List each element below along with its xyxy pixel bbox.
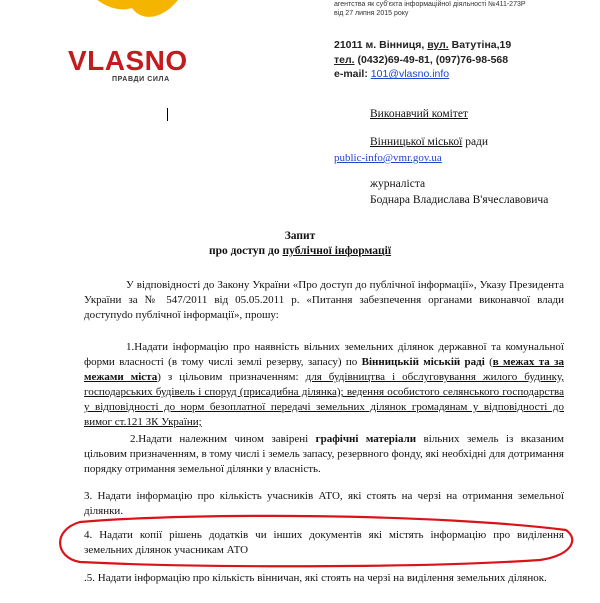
request-item-5: .5. Надати інформацію про кількість вінничан, які стоять на черзі на виділення земельних ділянок.	[84, 572, 547, 584]
document-title: Запит	[284, 230, 316, 242]
email-line: e-mail: 101@vlasno.info	[334, 68, 450, 80]
contact-block	[334, 38, 511, 82]
request-item-1: 1.Надати інформацію про наявність вільних земельних ділянок державної та комунальної форми власності (в тому числі землі резерву, запасу) по Вінницькій міській раді (в межах та за межами міста) з цільовим призначенням: для будівництва і обслуговування жилого будинку, господарських будівель і споруд (присадибна ділянка); ведення особистого селянського господарства у відповідності до норм безоплатної передачі земельних ділянок громадянам у відповідності до вимог ст.121 ЗК України;	[84, 341, 565, 428]
registry-line-1: агентства як суб'єкта інформаційної діяльності №411-273Р	[334, 1, 526, 8]
document-subtitle: про доступ до публічної інформації	[208, 245, 392, 257]
addressee-line-1: Виконавчий комітет	[370, 108, 468, 120]
registry-info	[334, 0, 594, 18]
addressee-email-link[interactable]: public-info@vmr.gov.ua	[334, 152, 442, 164]
vlasno-logo-shape	[70, 0, 180, 40]
request-item-3: 3. Надати інформацію про кількість учасників АТО, які стоять на черзі на отримання земельної ділянки.	[84, 490, 564, 517]
logo-text: VLASNO	[68, 45, 188, 76]
addressee-line-3: журналіста	[370, 178, 426, 190]
addressee-line-4: Боднара Владислава В'ячеславовича	[370, 194, 549, 206]
text-cursor	[167, 108, 168, 121]
request-item-2: 2.Надати належним чином завірені графічні матеріали вільних земель із вказаним цільовим призначенням, в тому числі і земель запасу, резервного фонду, які необхідні для дотримання порядку отримання земельної ділянки у власність.	[84, 433, 564, 475]
registry-line-2: від 27 липня 2015 року	[334, 10, 409, 17]
email-link[interactable]: 101@vlasno.info	[370, 68, 450, 80]
address-line: 21011 м. Вінниця, вул. Ватутіна,19	[334, 39, 512, 51]
addressee-line-2: Вінницької міської ради	[370, 136, 489, 148]
logo-tagline: ПРАВДИ СИЛА	[112, 76, 170, 83]
phone-line: тел. (0432)69-49-81, (097)76-98-568	[334, 53, 509, 66]
intro-paragraph: У відповідності до Закону України «Про доступ до публічної інформації», Указу Президента України за № 547/2011 від 05.05.2011 р. «Питання забезпечення органами виконавчої влади доступуdo публічної інформації», прошу:	[84, 279, 564, 321]
request-item-4: 4. Надати копії рішень додатків чи інших документів які містять інформацію про виділення земельних ділянок учасникам АТО	[84, 529, 564, 556]
